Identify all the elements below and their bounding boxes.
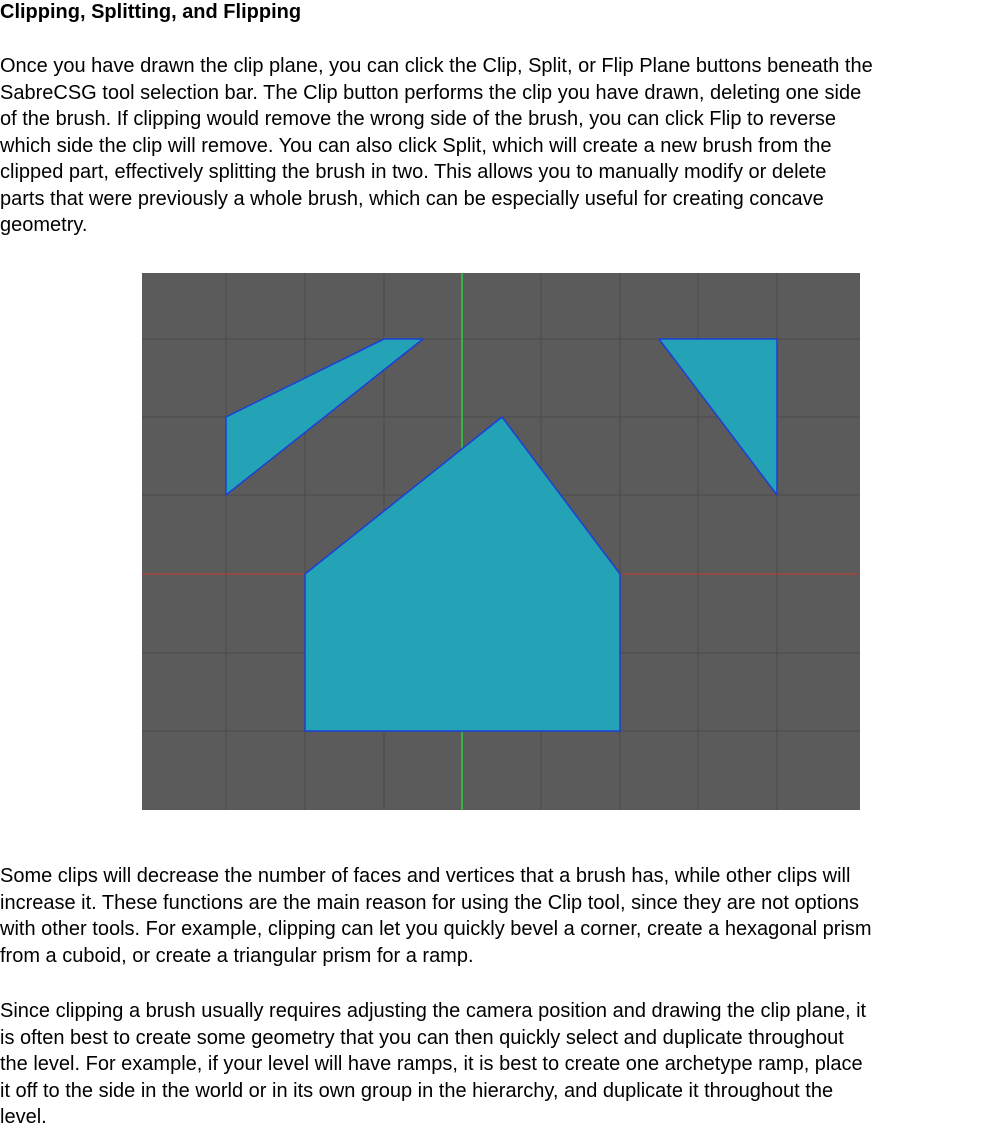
text-line: with other tools. For example, clipping can let you quickly bevel a corner, create a hexagonal prism: [0, 918, 872, 940]
text-line: Some clips will decrease the number of faces and vertices that a brush has, while other clips will: [0, 865, 851, 887]
text-line: clipped part, effectively splitting the brush in two. This allows you to manually modify or delete: [0, 161, 827, 183]
text-line: SabreCSG tool selection bar. The Clip button performs the clip you have drawn, deleting one side: [0, 81, 862, 104]
text-line: Once you have drawn the clip plane, you can click the Clip, Split, or Flip Plane buttons beneath the: [0, 55, 873, 77]
text-line: which side the clip will remove. You can also click Split, which will create a new brush from the: [0, 134, 832, 157]
text-line: of the brush. If clipping would remove the wrong side of the brush, you can click Flip to reverse: [0, 108, 836, 130]
text-line: the level. For example, if your level will have ramps, it is best to create one archetype ramp, place: [0, 1053, 863, 1075]
paragraph-archetype-advice: [0, 998, 999, 1131]
section-heading: Clipping, Splitting, and Flipping: [0, 1, 302, 23]
text-line: parts that were previously a whole brush, which can be especially useful for creating concave: [0, 187, 824, 210]
paragraph-clip-effects: [0, 863, 999, 969]
text-line: Since clipping a brush usually requires adjusting the camera position and drawing the clip plane, it: [0, 1000, 867, 1022]
text-line: increase it. These functions are the main reason for using the Clip tool, since they are not options: [0, 891, 860, 914]
viewport-canvas: [142, 273, 860, 810]
text-line: geometry.: [0, 214, 88, 236]
clip-split-screenshot: [142, 273, 860, 810]
text-line: from a cuboid, or create a triangular prism for a ramp.: [0, 944, 474, 967]
paragraph-intro: [0, 53, 999, 239]
text-line: it off to the side in the world or in its own group in the hierarchy, and duplicate it throughout the: [0, 1079, 834, 1102]
text-line: level.: [0, 1106, 47, 1128]
text-line: is often best to create some geometry that you can then quickly select and duplicate throughout: [0, 1026, 844, 1049]
